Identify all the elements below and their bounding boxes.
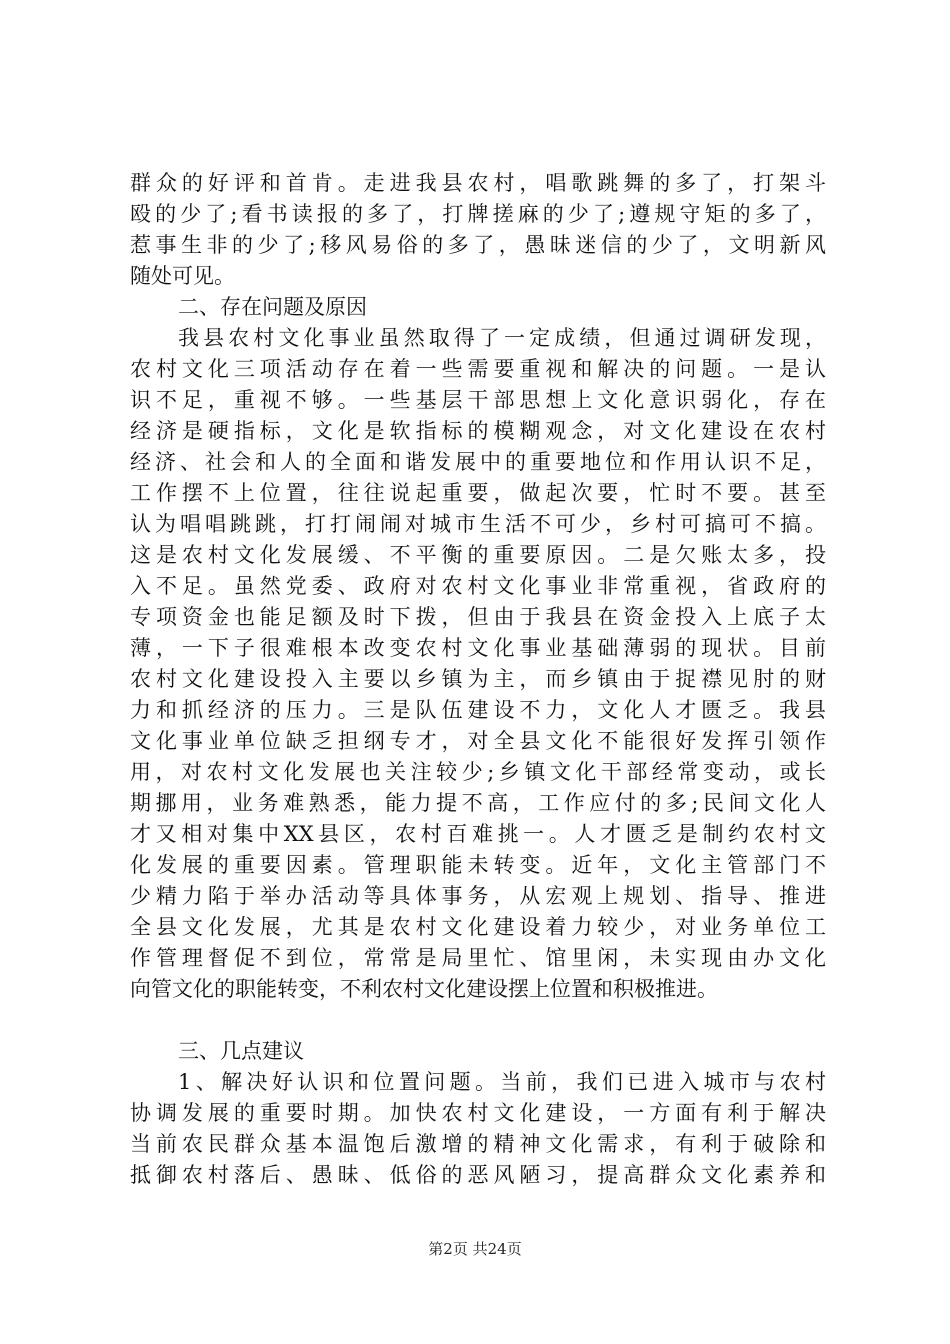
- text-line: 我县农村文化事业虽然取得了一定成绩，但通过调研发现，: [178, 326, 826, 350]
- text-line: 作管理督促不到位，常常是局里忙、馆里闲，未实现由办文化: [130, 946, 826, 970]
- text-line: 薄，一下子很难根本改变农村文化事业基础薄弱的现状。目前: [130, 636, 826, 660]
- text-line: 经济、社会和人的全面和谐发展中的重要地位和作用认识不足，: [130, 450, 826, 474]
- text-line: 才又相对集中XX县区，农村百难挑一。人才匮乏是制约农村文: [130, 822, 826, 846]
- text-line: 认为唱唱跳跳，打打闹闹对城市生活不可少，乡村可搞可不搞。: [130, 512, 826, 536]
- text-line: 专项资金也能足额及时下拨，但由于我县在资金投入上底子太: [130, 605, 826, 629]
- text-line: 抵御农村落后、愚昧、低俗的恶风陋习，提高群众文化素养和: [130, 1163, 826, 1187]
- text-line: 识不足，重视不够。一些基层干部思想上文化意识弱化，存在: [130, 388, 826, 412]
- page-footer: 第2页 共24页: [428, 1240, 522, 1258]
- text-line: 当前农民群众基本温饱后激增的精神文化需求，有利于破除和: [130, 1132, 826, 1156]
- document-body: [130, 168, 826, 1191]
- text-line: 入不足。虽然党委、政府对农村文化事业非常重视，省政府的: [130, 574, 826, 598]
- section-heading-3: 三、几点建议: [178, 1039, 304, 1063]
- text-line: 群众的好评和首肯。走进我县农村，唱歌跳舞的多了，打架斗: [130, 171, 826, 195]
- text-line: 农村文化三项活动存在着一些需要重视和解决的问题。一是认: [130, 357, 826, 381]
- text-line: 殴的少了;看书读报的多了，打牌搓麻的少了;遵规守矩的多了，: [130, 202, 826, 226]
- paragraph-gap: [130, 1005, 826, 1036]
- text-line: 化发展的重要因素。管理职能未转变。近年，文化主管部门不: [130, 853, 826, 877]
- text-line: 1、解决好认识和位置问题。当前，我们已进入城市与农村: [178, 1070, 826, 1094]
- text-line: 力和抓经济的压力。三是队伍建设不力，文化人才匮乏。我县: [130, 698, 826, 722]
- text-line: 少精力陷于举办活动等具体事务，从宏观上规划、指导、推进: [130, 884, 826, 908]
- text-line: 随处可见。: [130, 264, 235, 288]
- text-line: 经济是硬指标，文化是软指标的模糊观念，对文化建设在农村: [130, 419, 826, 443]
- section-heading-2: 二、存在问题及原因: [178, 295, 367, 319]
- text-line: 向管文化的职能转变，不利农村文化建设摆上位置和积极推进。: [130, 977, 718, 1001]
- text-line: 全县文化发展，尤其是农村文化建设着力较少，对业务单位工: [130, 915, 826, 939]
- text-line: 协调发展的重要时期。加快农村文化建设，一方面有利于解决: [130, 1101, 826, 1125]
- text-line: 工作摆不上位置，往往说起重要，做起次要，忙时不要。甚至: [130, 481, 826, 505]
- text-line: 惹事生非的少了;移风易俗的多了，愚昧迷信的少了，文明新风: [130, 233, 826, 257]
- text-line: 文化事业单位缺乏担纲专才，对全县文化不能很好发挥引领作: [130, 729, 826, 753]
- text-line: 期挪用，业务难熟悉，能力提不高，工作应付的多;民间文化人: [130, 791, 826, 815]
- text-line: 这是农村文化发展缓、不平衡的重要原因。二是欠账太多，投: [130, 543, 826, 567]
- text-line: 农村文化建设投入主要以乡镇为主，而乡镇由于捉襟见肘的财: [130, 667, 826, 691]
- text-line: 用，对农村文化发展也关注较少;乡镇文化干部经常变动，或长: [130, 760, 826, 784]
